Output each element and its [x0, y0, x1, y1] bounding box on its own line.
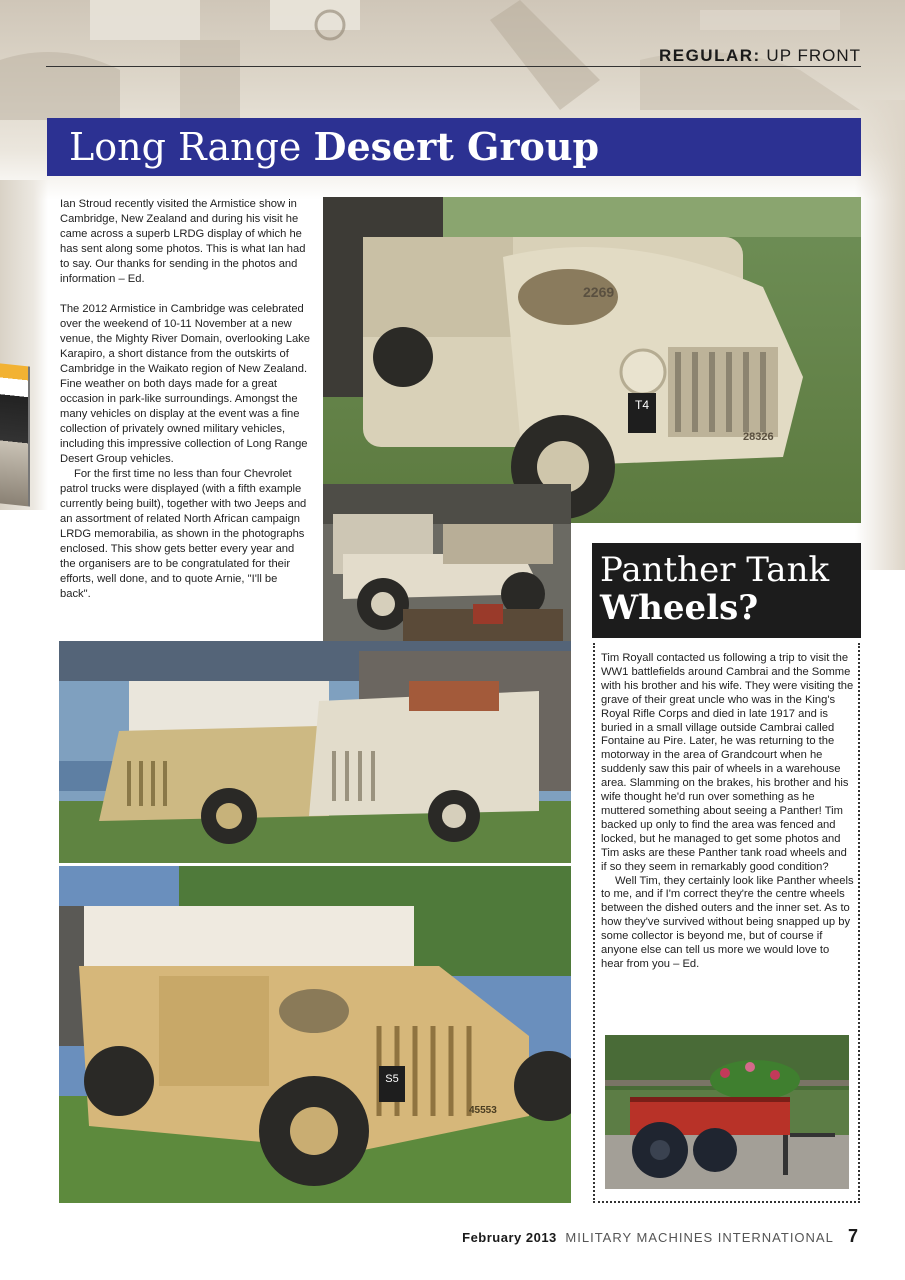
article-title-light: Long Range	[69, 125, 302, 169]
section-label	[659, 46, 861, 66]
panther-article-text	[601, 652, 854, 972]
lrdg-body-paragraph-2: For the first time no less than four Chevrolet patrol trucks were displayed (with a fifth example currently being built), together with two Jeeps and an assortment of related North African campaign LRDG memorabilia, as shown in the photographs enclosed. This show gets better every year and the organisers are to be congratulated for their efforts, well done, and to quote Arnie, "I'll be back".	[60, 468, 307, 600]
truck-plate-t4: T4	[634, 398, 650, 412]
panther-paragraph: Tim Royall contacted us following a trip to visit the WW1 battlefields around Cambrai and the Somme with his brother and his wife. They were visiting the grave of their great uncle who was in the King's Royal Rifle Corps and died in late 1917 and is buried in a small village outside Cambrai called Fontaine au Pire. Later, he was returning to the motorway in the area of Grandcourt when he suddenly saw this pair of wheels in a warehouse area. Slamming on the brakes, his brother and his wife thought he'd run over something as he muttered something about seeing a Panther! Tim backed up only to find the area was fenced and locked, but he managed to get some photos and Tim asks are these Panther tank road wheels and if so they seem in remarkably good condition?	[601, 652, 854, 873]
photo-panther-wheels-cart	[605, 1035, 849, 1189]
truck-plate-s5: S5	[385, 1073, 399, 1085]
lrdg-article-text	[60, 197, 310, 602]
section-rule	[46, 66, 861, 67]
panther-title-line2: Wheels?	[600, 588, 759, 628]
background-side-right	[855, 100, 905, 570]
panther-title-line1: Panther Tank	[600, 550, 830, 590]
page-number: 7	[847, 1226, 859, 1246]
article-title-bar	[47, 118, 861, 176]
photo-two-patrol-trucks	[59, 641, 571, 863]
footer-date: February 2013	[462, 1230, 557, 1245]
lrdg-body-paragraph: The 2012 Armistice in Cambridge was celebrated over the weekend of 10-11 November at a new venue, the Mighty River Domain, overlooking Lake Karapiro, a short distance from the outskirts of Cambridge in the Waikato region of New Zealand. Fine weather on both days made for a great occasion in park-like surroundings. Amongst the many vehicles on display at the event was a fine collection of privately owned military vehicles, including this impressive collection of Long Range Desert Group vehicles.	[60, 303, 310, 465]
footer-magazine-name: MILITARY MACHINES INTERNATIONAL	[565, 1230, 834, 1245]
section-label-rest: UP FRONT	[766, 46, 861, 65]
truck-bumper-number: 45553	[469, 1105, 497, 1116]
photo-lrdg-jeep	[323, 484, 571, 641]
page-footer	[462, 1226, 859, 1247]
lrdg-intro-paragraph: Ian Stroud recently visited the Armistice show in Cambridge, New Zealand and during his visit he came across a superb LRDG display of which he has sent along some photos. This is what Ian had to say. Our thanks for sending in the photos and information – Ed.	[60, 198, 306, 285]
section-label-bold: REGULAR:	[658, 46, 761, 65]
truck-number-2269: 2269	[583, 284, 615, 300]
panther-paragraph-2: Well Tim, they certainly look like Panther wheels to me, and if I'm correct they're the centre wheels between the dished outers and the inner set. As to how they've survived without being snapped up by some collector is beyond me, but of course if anyone else can tell us more we would love to hear from you – Ed.	[601, 874, 854, 970]
magazine-cover-thumbnail	[0, 363, 30, 506]
photo-chevrolet-truck-t4	[323, 197, 861, 523]
truck-grille-number: 28326	[743, 431, 774, 443]
panther-article-title	[592, 543, 861, 638]
article-title-bold: Desert Group	[313, 124, 600, 169]
photo-chevrolet-truck-s5	[59, 866, 571, 1203]
